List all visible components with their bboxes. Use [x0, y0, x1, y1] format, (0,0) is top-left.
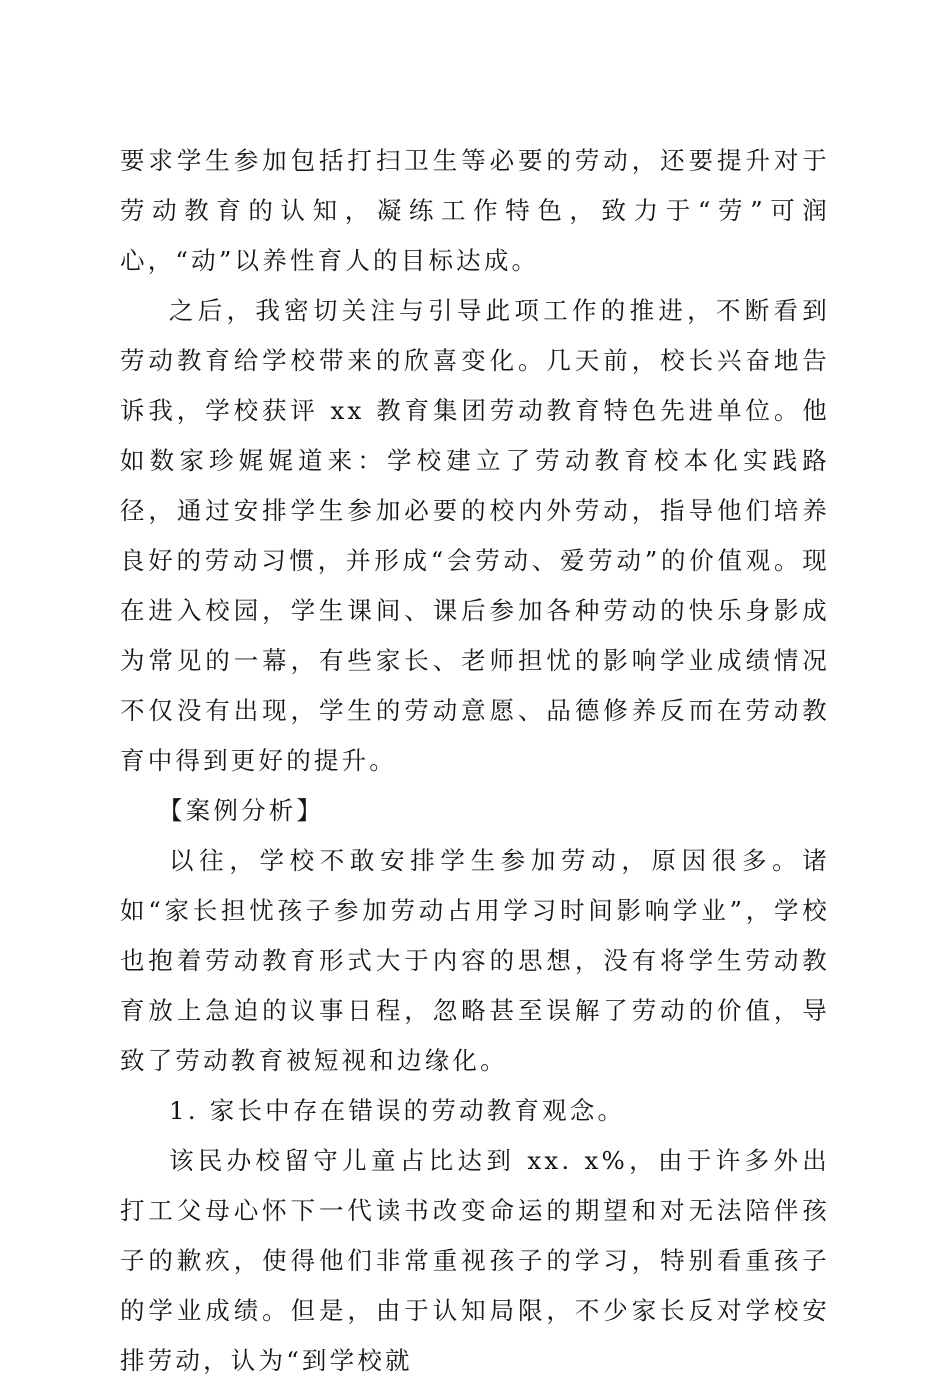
paragraph-school-changes: 之后，我密切关注与引导此项工作的推进，不断看到劳动教育给学校带来的欣喜变化。几天前，校长兴奋地告诉我，学校获评 xx 教育集团劳动教育特色先进单位。他如数家珍娓娓道来：学校建立了劳动教育校本化实践路径，通过安排学生参加必要的校内外劳动，指导他们培养良好的劳动习惯，并形成“会劳动、爱劳动”的价值观。现在进入校园，学生课间、课后参加各种劳动的快乐身影成为常见的一幕，有些家长、老师担忧的影响学业成绩情况不仅没有出现，学生的劳动意愿、品德修养反而在劳动教育中得到更好的提升。	[120, 296, 830, 775]
paragraph-continuation: 要求学生参加包括打扫卫生等必要的劳动，还要提升对于劳动教育的认知，凝练工作特色，致力于“劳”可润心，“动”以养性育人的目标达成。	[120, 146, 830, 275]
section-heading-case-analysis: 【案例分析】	[157, 796, 325, 825]
paragraph-left-behind-children: 该民办校留守儿童占比达到 xx. x%，由于许多外出打工父母心怀下一代读书改变命运的期望和对无法陪伴孩子的歉疚，使得他们非常重视孩子的学习，特别看重孩子的学业成绩。但是，由于认知局限，不少家长反对学校安排劳动，认为“到学校就	[120, 1146, 830, 1375]
paragraph-past-reasons: 以往，学校不敢安排学生参加劳动，原因很多。诸如“家长担忧孩子参加劳动占用学习时间影响学业”，学校也抱着劳动教育形式大于内容的思想，没有将学生劳动教育放上急迫的议事日程，忽略甚至误解了劳动的价值，导致了劳动教育被短视和边缘化。	[120, 846, 830, 1075]
document-body	[120, 136, 830, 1386]
list-item-1-heading: 1. 家长中存在错误的劳动教育观念。	[169, 1096, 626, 1125]
